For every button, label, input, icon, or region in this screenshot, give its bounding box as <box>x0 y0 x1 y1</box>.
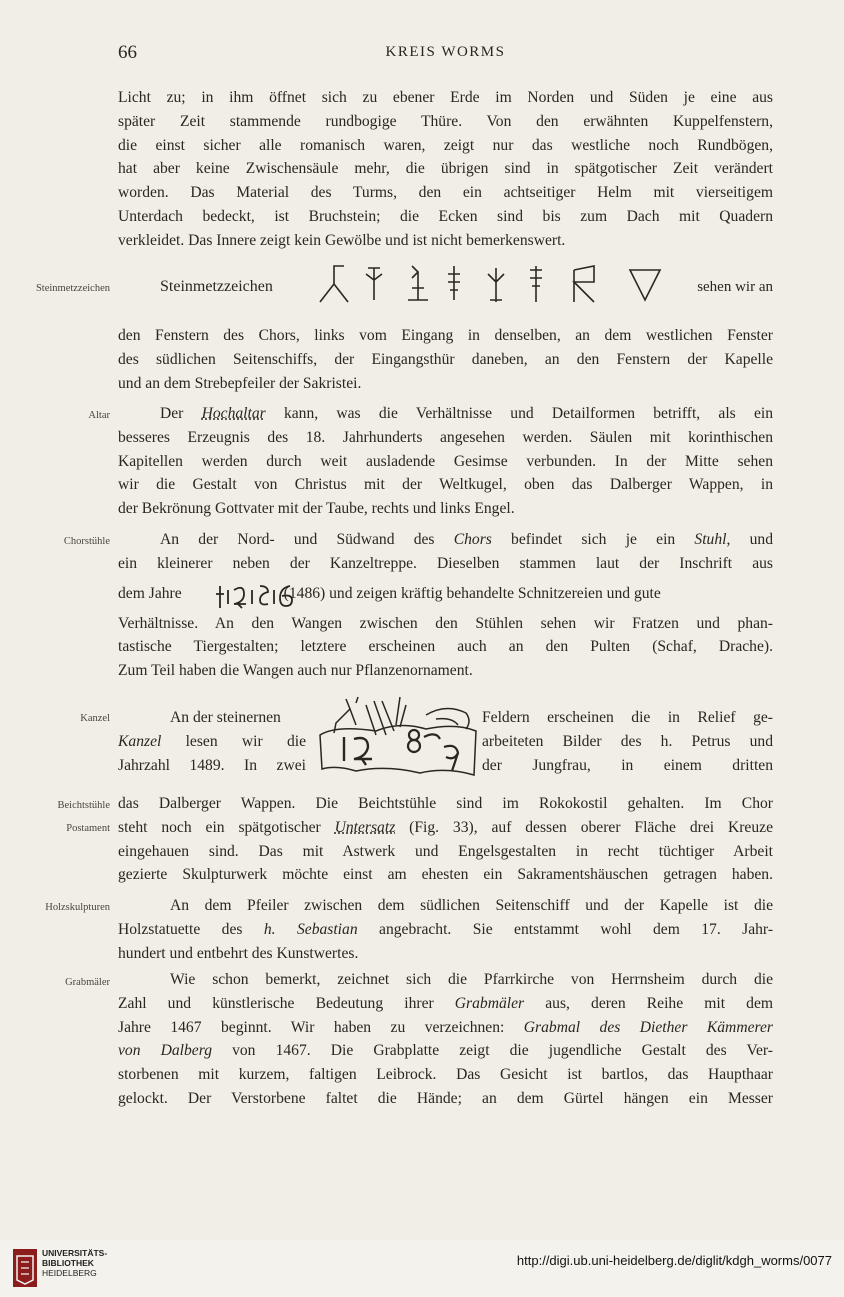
text-line: An der Nord- und Südwand des Chors befindet sich je ein Stuhl, und <box>160 531 773 548</box>
paragraph-mason-locations <box>118 324 773 395</box>
text-line: eingehauen sind. Das mit Astwerk und Engelsgestalten in recht tüchtiger Arbeit <box>118 842 773 860</box>
mason-marks-figure <box>308 260 678 310</box>
paragraph-pulpit-right <box>482 706 773 777</box>
margin-note-beichtstuehle: Beichtstühle <box>57 800 110 811</box>
text-line: die einst sicher alle romanisch waren, zeigt nur das westliche noch Rundbögen, <box>118 136 773 154</box>
margin-note-kanzel: Kanzel <box>80 713 110 724</box>
margin-note-chorstuehle: Chorstühle <box>63 536 110 547</box>
text-line: tastische Tiergestalten; letztere erscheinen auch an den Pulten (Schaf, Drache). <box>118 638 773 656</box>
permalink-url[interactable]: http://digi.ub.uni-heidelberg.de/diglit/kdgh_worms/0077 <box>516 1253 832 1268</box>
text-line: worden. Das Material des Turms, den ein achtseitiger Helm mit vierseitigem <box>118 184 773 202</box>
library-name <box>42 1248 107 1278</box>
library-name-line: HEIDELBERG <box>42 1268 97 1278</box>
margin-note-holzskulpturen: Holzskulpturen <box>45 902 110 913</box>
text-line: Kanzel lesen wir die <box>118 732 306 750</box>
text-line: Unterdach bedeckt, ist Bruchstein; die Ecken sind bis zum Dach mit Quadern <box>118 207 773 225</box>
text-line: gelockt. Der Verstorbene faltet die Hände; an dem Gürtel hängen ein Messer <box>118 1089 773 1107</box>
digitization-footer <box>0 1240 844 1297</box>
mason-mark-1 <box>320 266 348 302</box>
text-line: storbenen mit kurzem, faltigen Leibrock. Das Gesicht ist bartlos, das Haupthaar <box>118 1066 773 1084</box>
paragraph-altar <box>118 402 773 521</box>
mason-mark-5 <box>488 268 504 302</box>
text-line: von Dalberg von 1467. Die Grabplatte zeigt die jugendliche Gestalt des Ver- <box>118 1042 773 1060</box>
text-line: später Zeit stammende rundbogige Thüre. Von den erwähnten Kuppelfenstern, <box>118 112 773 130</box>
text-line: An dem Pfeiler zwischen dem südlichen Seitenschiff und der Kapelle ist die <box>170 897 773 914</box>
text-line: ein kleinerer neben der Kanzeltreppe. Dieselben stammen laut der Inschrift aus <box>118 554 773 572</box>
mason-mark-3 <box>408 266 428 300</box>
text-line: besseres Erzeugnis des 18. Jahrhunderts angesehen werden. Säulen mit korinthischen <box>118 428 773 446</box>
margin-note-grabmaeler: Grabmäler <box>65 977 110 988</box>
margin-note-altar: Altar <box>88 410 110 421</box>
text-line: Zum Teil haben die Wangen auch nur Pflanzenornament. <box>118 662 473 680</box>
paragraph-tombs <box>118 968 773 1111</box>
text-line: Licht zu; in ihm öffnet sich zu ebener Erde im Norden und Süden je eine aus <box>118 89 773 106</box>
mason-marks-line <box>118 260 773 310</box>
text-line: der Jungfrau, in einem dritten <box>482 756 773 774</box>
paragraph-wood-sculptures <box>118 894 773 965</box>
text-line: steht noch ein spätgotischer Untersatz (Fig. 33), auf dessen oberer Fläche drei Kreuze <box>118 818 773 836</box>
text-line: An der steinernen <box>170 709 281 726</box>
text-line: gezierte Skulpturwerk möchte einst am ehesten ein Sakramentshäuschen getragen haben. <box>118 866 773 884</box>
text-line: das Dalberger Wappen. Die Beichtstühle sind im Rokokostil gehalten. Im Chor <box>118 795 773 812</box>
text-line: der Bekrönung Gottvater mit der Taube, rechts und links Engel. <box>118 500 515 518</box>
mason-tail-text: sehen wir an <box>697 279 773 295</box>
text-line: Wie schon bemerkt, zeichnet sich die Pfarrkirche von Herrnsheim durch die <box>170 971 773 988</box>
page-header <box>118 42 773 66</box>
text-line: Holzstatuette des h. Sebastian angebracht. Sie entstammt wohl dem 17. Jahr- <box>118 920 773 938</box>
text-line: Jahre 1467 beginnt. Wir haben zu verzeichnen: Grabmal des Diether Kämmerer <box>118 1018 773 1036</box>
text-line: arbeiteten Bilder des h. Petrus und <box>482 732 773 750</box>
mason-mark-6 <box>530 266 542 302</box>
mason-mark-8 <box>630 270 660 300</box>
text-line: hat aber keine Zwischensäule mehr, die übrigen sind in spätgotischer Zeit verändert <box>118 160 773 178</box>
text-line: verkleidet. Das Innere zeigt kein Gewölbe und ist nicht bemerkenswert. <box>118 231 566 249</box>
text-line: Verhältnisse. An den Wangen zwischen den Stühlen sehen wir Fratzen und phan- <box>118 614 773 632</box>
text-line: Der Hochaltar kann, was die Verhältnisse und Detailformen betrifft, als ein <box>160 405 773 422</box>
library-name-line: BIBLIOTHEK <box>42 1258 94 1268</box>
mason-mark-2 <box>366 268 382 300</box>
text-line: des südlichen Seitenschiffs, der Eingangsthür daneben, an den Fenstern der Kapelle <box>118 350 773 368</box>
page-number: 66 <box>118 42 137 63</box>
year-1486-inscription <box>216 580 296 610</box>
mason-label: Steinmetzzeichen <box>160 278 273 295</box>
text-line: hundert und entbehrt des Kunstwertes. <box>118 944 359 962</box>
text-line: und an dem Strebepfeiler der Sakristei. <box>118 374 362 392</box>
library-name-line: UNIVERSITÄTS- <box>42 1248 108 1258</box>
paragraph-pulpit-left <box>118 706 306 777</box>
margin-note-steinmetzzeichen: Steinmetzzeichen <box>35 283 110 294</box>
mason-mark-7 <box>574 266 594 302</box>
university-library-logo-icon <box>12 1248 38 1288</box>
paragraph-confessionals <box>118 792 773 887</box>
pulpit-date-plaque-1489 <box>316 695 480 781</box>
text-line: Kapitellen werden durch weit ausladende Gesimse verbunden. In der Mitte sehen <box>118 452 773 470</box>
text-line: wir die Gestalt von Christus mit der Weltkugel, oben das Dalberger Wappen, in <box>118 476 773 494</box>
mason-mark-4 <box>448 266 460 300</box>
text-line: Feldern erscheinen die in Relief ge- <box>482 709 773 726</box>
text-line: Jahrzahl 1489. In zwei <box>118 756 306 774</box>
text-line: den Fenstern des Chors, links vom Eingang in denselben, an dem westlichen Fenster <box>118 327 773 344</box>
paragraph-tower <box>118 86 773 253</box>
margin-note-postament: Postament <box>66 823 110 834</box>
text-line: Zahl und künstlerische Bedeutung ihrer Grabmäler aus, deren Reihe mit dem <box>118 994 773 1012</box>
running-title: KREIS WORMS <box>385 44 506 60</box>
text-line: dem Jahre (1486) und zeigen kräftig behandelte Schnitzereien und gute <box>118 584 661 602</box>
